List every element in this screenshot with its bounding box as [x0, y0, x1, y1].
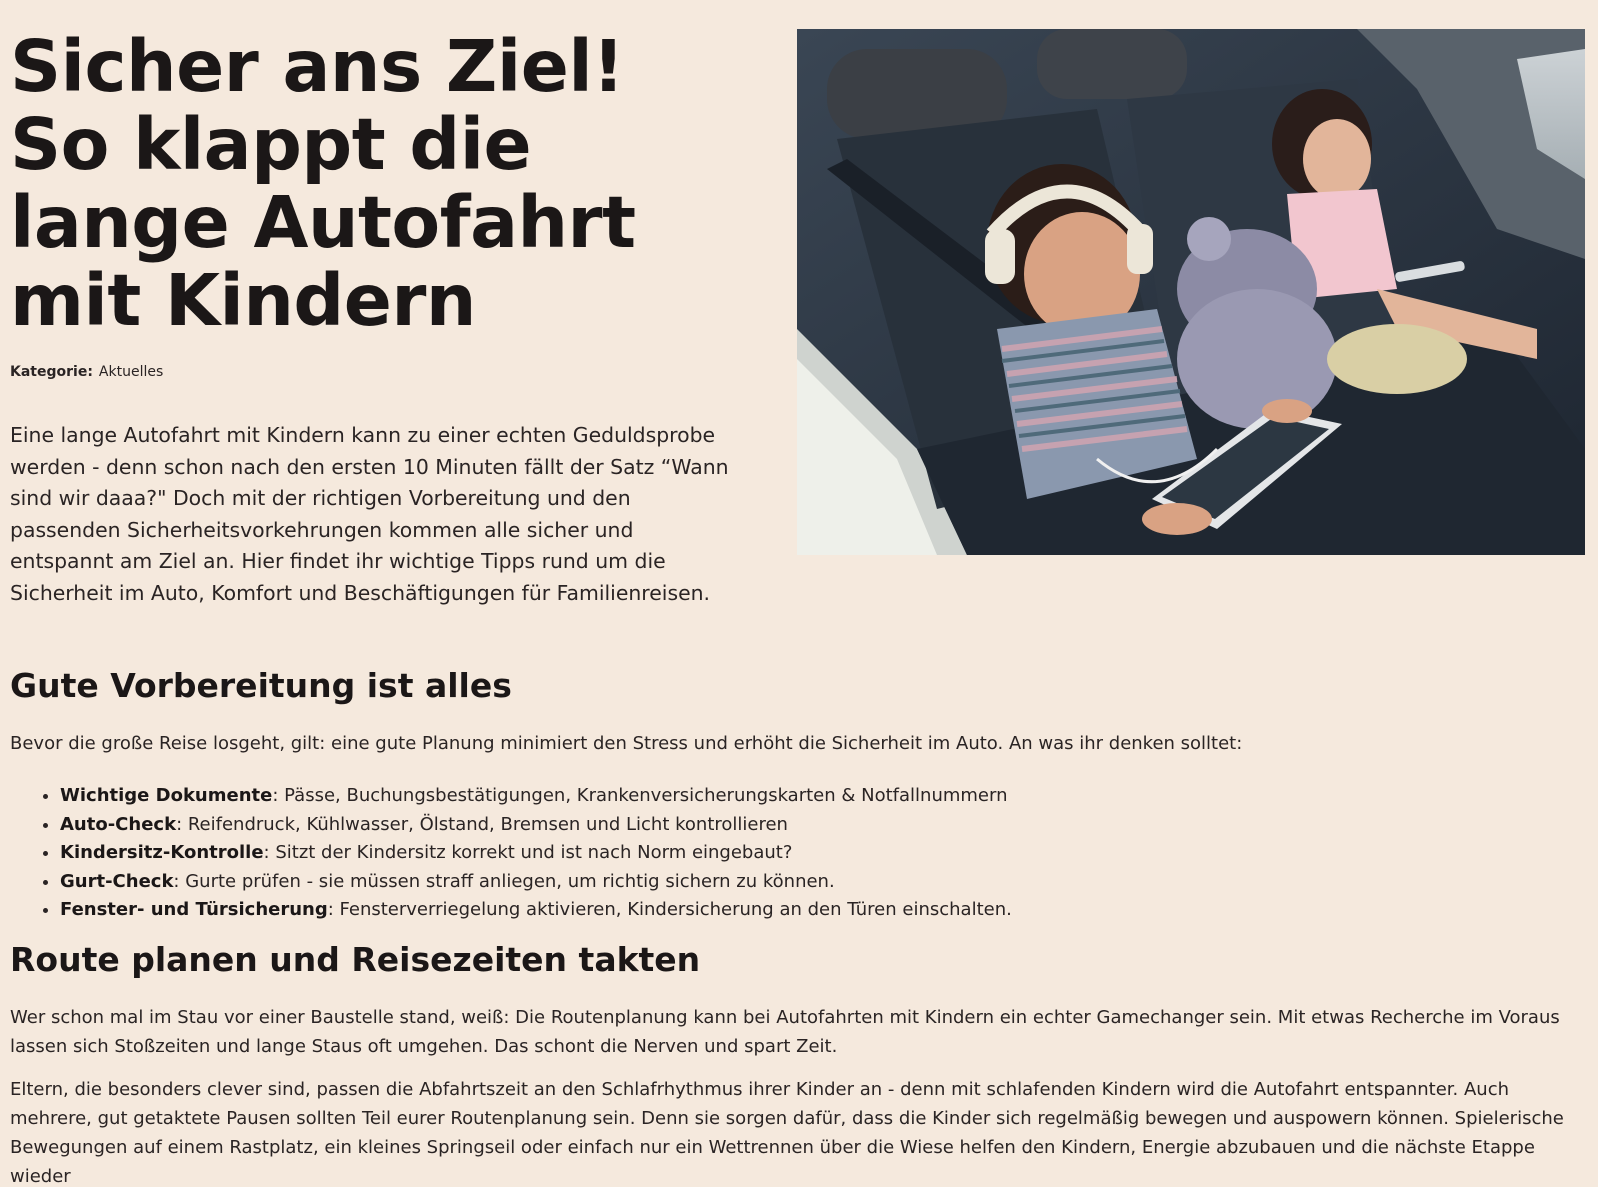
article-body: [10, 665, 1588, 1187]
intro-paragraph: Eine lange Autofahrt mit Kindern kann zu einer echten Geduldsprobe werden - denn schon nach den ersten 10 Minuten fällt der Satz “Wann sind wir daaa?" Doch mit der richtigen Vorbereitung und den passenden Sicherheitsvorkehrungen kommen alle sicher und entspannt am Ziel an. Hier findet ihr wichtige Tipps rund um die Sicherheit im Auto, Komfort und Beschäftigungen für Familienreisen.: [10, 423, 729, 605]
list-item-term: Fenster- und Türsicherung: [60, 899, 328, 920]
list-item-term: Gurt-Check: [60, 870, 174, 892]
category-label: Kategorie:: [10, 364, 93, 380]
list-item-text: : Reifendruck, Kühlwasser, Ölstand, Bremsen und Licht kontrollieren: [176, 813, 788, 835]
list-item: [60, 868, 1588, 897]
list-item-term: Kindersitz-Kontrolle: [60, 842, 264, 863]
list-item-text: : Fensterverriegelung aktivieren, Kindersicherung an den Türen einschalten.: [327, 899, 1012, 920]
section-paragraph: Wer schon mal im Stau vor einer Baustelle stand, weiß: Die Routenplanung kann bei Autofahrten mit Kindern ein echter Gamechanger sein. Mit etwas Recherche im Voraus lassen sich Stoßzeiten und lange Staus oft umgehen. Das schont die Nerven und spart Zeit.: [10, 1006, 1560, 1057]
header-text-column: [10, 25, 740, 629]
section-heading-route: Route planen und Reisezeiten takten: [10, 939, 701, 979]
list-item-text: : Pässe, Buchungsbestätigungen, Krankenversicherungskarten & Notfallnummern: [272, 785, 1008, 806]
list-item-term: Auto-Check: [60, 813, 177, 835]
section-paragraph: Bevor die große Reise losgeht, gilt: eine gute Planung minimiert den Stress und erhöht die Sicherheit im Auto. An was ihr denken solltet:: [10, 733, 1243, 754]
list-item: [60, 839, 1588, 868]
hero-image: [797, 29, 1585, 555]
hero-image-illustration: [797, 29, 1585, 555]
list-item: [60, 782, 1588, 811]
list-item-text: : Sitzt der Kindersitz korrekt und ist nach Norm eingebaut?: [263, 842, 793, 863]
category-line: [10, 364, 740, 380]
page-title: Sicher ans Ziel! So klappt die lange Autofahrt mit Kindern: [10, 25, 636, 342]
list-item: [60, 896, 1588, 925]
list-item-term: Wichtige Dokumente: [60, 785, 273, 806]
category-link[interactable]: Aktuelles: [98, 364, 164, 380]
section-paragraph: Eltern, die besonders clever sind, passen die Abfahrtszeit an den Schlafrhythmus ihrer Kinder an - denn mit schlafenden Kindern wird die Autofahrt entspannter. Auch mehrere, gut getaktete Pausen sollten Teil eurer Routenplanung sein. Denn sie sorgen dafür, dass die Kinder sich regelmäßig bewegen und auspowern können. Spielerische Bewegungen auf einem Rastplatz, ein kleines Springseil oder einfach nur ein Wettrennen über die Wiese helfen den Kindern, Energie abzubauen und die nächste Etappe wieder: [10, 1078, 1564, 1187]
checklist: [10, 782, 1588, 925]
section-heading-preparation: Gute Vorbereitung ist alles: [10, 666, 512, 705]
list-item: [60, 811, 1588, 840]
list-item-text: : Gurte prüfen - sie müssen straff anliegen, um richtig sichern zu können.: [173, 870, 835, 892]
